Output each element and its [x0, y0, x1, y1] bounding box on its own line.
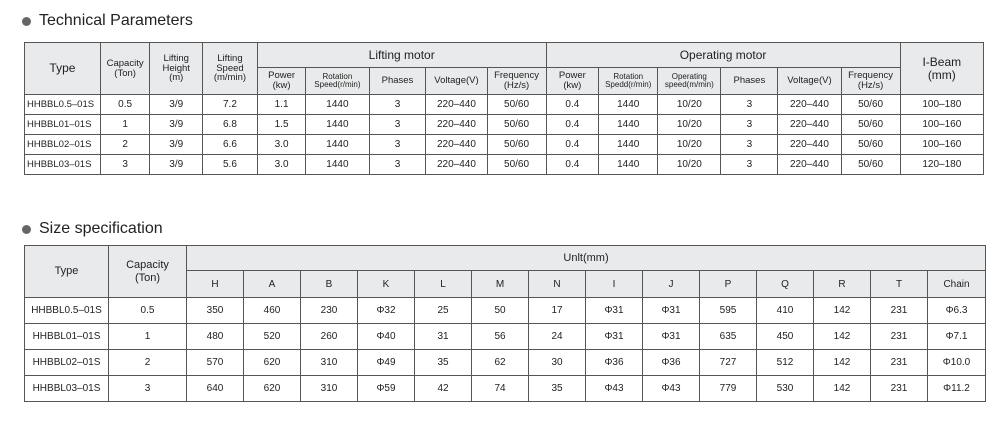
size-specification-heading — [22, 220, 163, 238]
header-lm-frequency: Frequency (Hz/s) — [487, 68, 546, 95]
table-cell: 6.6 — [203, 135, 258, 155]
table-cell: HHBBL02–01S — [25, 135, 101, 155]
table-cell: 350 — [187, 298, 244, 324]
header-dimension: L — [415, 271, 472, 298]
table-cell: 231 — [871, 350, 928, 376]
header-dimension: N — [529, 271, 586, 298]
table-cell: 74 — [472, 376, 529, 402]
table-cell: 220–440 — [778, 155, 841, 175]
table-cell: 1440 — [306, 135, 369, 155]
table-cell: Φ7.1 — [928, 324, 986, 350]
table-row — [25, 135, 984, 155]
section-title-text: Size specification — [39, 220, 163, 237]
table-cell: 1.1 — [257, 95, 305, 115]
table-cell: 220–440 — [778, 95, 841, 115]
table-cell: Φ36 — [643, 350, 700, 376]
table-cell: 3 — [721, 115, 778, 135]
table-cell: Φ31 — [586, 324, 643, 350]
section-title-text: Technical Parameters — [39, 12, 193, 29]
header-om-power: Power (kw) — [546, 68, 599, 95]
table-cell: 50/60 — [841, 155, 900, 175]
header-dimension: B — [301, 271, 358, 298]
table-row — [25, 115, 984, 135]
table-cell: 310 — [301, 376, 358, 402]
header-om-phases: Phases — [721, 68, 778, 95]
table-cell: 142 — [814, 324, 871, 350]
table-cell: 779 — [700, 376, 757, 402]
table-cell: 1 — [109, 324, 187, 350]
table-cell: 50/60 — [487, 155, 546, 175]
header-dimension: H — [187, 271, 244, 298]
table-cell: 100–180 — [900, 95, 983, 115]
table-cell: 727 — [700, 350, 757, 376]
table-cell: 50/60 — [487, 135, 546, 155]
table-cell: Φ31 — [643, 298, 700, 324]
table-cell: 1440 — [306, 115, 369, 135]
header-operating-motor: Operating motor — [546, 43, 900, 68]
header-lifting-height: Lifting Height (m) — [150, 43, 203, 95]
table-cell: Φ31 — [586, 298, 643, 324]
table-cell: 10/20 — [658, 95, 721, 115]
table-row — [25, 155, 984, 175]
header-dimension: A — [244, 271, 301, 298]
table-cell: 450 — [757, 324, 814, 350]
header-om-operating-speed: Operating speed(m/min) — [658, 68, 721, 95]
table-cell: 3/9 — [150, 115, 203, 135]
table-cell: 480 — [187, 324, 244, 350]
table-cell: 1440 — [599, 115, 658, 135]
table-cell: Φ43 — [586, 376, 643, 402]
table-cell: 3 — [369, 135, 426, 155]
header-lm-power: Power (kw) — [257, 68, 305, 95]
table-cell: 1440 — [306, 95, 369, 115]
table-cell: 100–160 — [900, 135, 983, 155]
table-cell: Φ36 — [586, 350, 643, 376]
table-cell: Φ49 — [358, 350, 415, 376]
table-cell: HHBBL03–01S — [25, 155, 101, 175]
table-cell: 142 — [814, 376, 871, 402]
header-dimension: I — [586, 271, 643, 298]
header-dimension: M — [472, 271, 529, 298]
table-cell: 0.5 — [109, 298, 187, 324]
table-row — [25, 350, 986, 376]
table-cell: Φ31 — [643, 324, 700, 350]
table-cell: 620 — [244, 350, 301, 376]
header-om-frequency: Frequency (Hz/s) — [841, 68, 900, 95]
header-type: Type — [25, 246, 109, 298]
table-cell: 512 — [757, 350, 814, 376]
header-type: Type — [25, 43, 101, 95]
table-cell: 231 — [871, 376, 928, 402]
table-cell: 530 — [757, 376, 814, 402]
table-cell: 1440 — [599, 95, 658, 115]
table-row — [25, 95, 984, 115]
header-om-rotation: Rotation Spedd(r/min) — [599, 68, 658, 95]
table-cell: 230 — [301, 298, 358, 324]
header-unit: Unlt(mm) — [187, 246, 986, 271]
table-cell: 220–440 — [778, 115, 841, 135]
table-cell: 3 — [369, 155, 426, 175]
table-cell: 1.5 — [257, 115, 305, 135]
table-cell: 7.2 — [203, 95, 258, 115]
table-cell: 220–440 — [426, 155, 487, 175]
table-cell: 1 — [100, 115, 150, 135]
table-cell: Φ11.2 — [928, 376, 986, 402]
technical-parameters-table — [24, 42, 984, 175]
table-cell: 120–180 — [900, 155, 983, 175]
table-cell: 3 — [369, 115, 426, 135]
table-cell: 3/9 — [150, 135, 203, 155]
technical-parameters-heading — [22, 12, 193, 30]
table-cell: 231 — [871, 298, 928, 324]
table-cell: 3 — [109, 376, 187, 402]
table-cell: 635 — [700, 324, 757, 350]
table-cell: 220–440 — [426, 115, 487, 135]
table-cell: 25 — [415, 298, 472, 324]
table-cell: Φ43 — [643, 376, 700, 402]
header-capacity: Capacity (Ton) — [100, 43, 150, 95]
header-lifting-motor: Lifting motor — [257, 43, 546, 68]
table-cell: 50/60 — [487, 115, 546, 135]
table-cell: 50 — [472, 298, 529, 324]
table-cell: HHBBL02–01S — [25, 350, 109, 376]
table-cell: 50/60 — [841, 115, 900, 135]
table-cell: 0.4 — [546, 155, 599, 175]
table-cell: Φ40 — [358, 324, 415, 350]
table-cell: 220–440 — [426, 95, 487, 115]
table-cell: 3 — [100, 155, 150, 175]
header-dimension: P — [700, 271, 757, 298]
table-cell: 570 — [187, 350, 244, 376]
table-cell: 1440 — [306, 155, 369, 175]
table-cell: 24 — [529, 324, 586, 350]
bullet-icon — [22, 225, 31, 234]
header-dimension: Chain — [928, 271, 986, 298]
table-cell: Φ32 — [358, 298, 415, 324]
table-cell: 2 — [100, 135, 150, 155]
size-specification-table — [24, 245, 986, 402]
table-cell: HHBBL0.5–01S — [25, 298, 109, 324]
header-lifting-speed: Lifting Speed (m/min) — [203, 43, 258, 95]
table-cell: 50/60 — [487, 95, 546, 115]
table-cell: 0.4 — [546, 115, 599, 135]
table-row — [25, 324, 986, 350]
table-cell: 56 — [472, 324, 529, 350]
table-cell: 595 — [700, 298, 757, 324]
table-row — [25, 298, 986, 324]
table-cell: 5.6 — [203, 155, 258, 175]
table-cell: 620 — [244, 376, 301, 402]
table-cell: 1440 — [599, 155, 658, 175]
table-cell: 460 — [244, 298, 301, 324]
table-cell: 231 — [871, 324, 928, 350]
table-cell: 220–440 — [426, 135, 487, 155]
table-cell: 10/20 — [658, 135, 721, 155]
table-cell: 260 — [301, 324, 358, 350]
table-cell: 31 — [415, 324, 472, 350]
table-cell: 10/20 — [658, 155, 721, 175]
table-row — [25, 376, 986, 402]
table-cell: 0.4 — [546, 95, 599, 115]
table-cell: 2 — [109, 350, 187, 376]
bullet-icon — [22, 17, 31, 26]
table-cell: 3 — [721, 155, 778, 175]
table-cell: 3/9 — [150, 95, 203, 115]
header-om-voltage: Voltage(V) — [778, 68, 841, 95]
header-capacity: Capacity (Ton) — [109, 246, 187, 298]
table-cell: 3 — [721, 95, 778, 115]
table-cell: HHBBL0.5–01S — [25, 95, 101, 115]
table-cell: 142 — [814, 298, 871, 324]
table-cell: 100–160 — [900, 115, 983, 135]
table-cell: Φ10.0 — [928, 350, 986, 376]
table-cell: 6.8 — [203, 115, 258, 135]
header-dimension: K — [358, 271, 415, 298]
table-cell: Φ6.3 — [928, 298, 986, 324]
table-cell: 17 — [529, 298, 586, 324]
table-cell: 62 — [472, 350, 529, 376]
table-cell: HHBBL01–01S — [25, 324, 109, 350]
header-lm-voltage: Voltage(V) — [426, 68, 487, 95]
table-cell: 50/60 — [841, 135, 900, 155]
header-dimension: T — [871, 271, 928, 298]
header-dimension: Q — [757, 271, 814, 298]
table-cell: 410 — [757, 298, 814, 324]
table-cell: 520 — [244, 324, 301, 350]
table-cell: 3 — [721, 135, 778, 155]
table-cell: 0.4 — [546, 135, 599, 155]
table-cell: 3.0 — [257, 155, 305, 175]
table-cell: Φ59 — [358, 376, 415, 402]
table-cell: 50/60 — [841, 95, 900, 115]
table-cell: 3/9 — [150, 155, 203, 175]
header-dimension: R — [814, 271, 871, 298]
table-cell: 1440 — [599, 135, 658, 155]
header-i-beam: I-Beam (mm) — [900, 43, 983, 95]
table-cell: HHBBL03–01S — [25, 376, 109, 402]
table-cell: 10/20 — [658, 115, 721, 135]
table-cell: 310 — [301, 350, 358, 376]
table-cell: HHBBL01–01S — [25, 115, 101, 135]
table-cell: 0.5 — [100, 95, 150, 115]
header-lm-phases: Phases — [369, 68, 426, 95]
table-cell: 3.0 — [257, 135, 305, 155]
table-cell: 30 — [529, 350, 586, 376]
table-cell: 142 — [814, 350, 871, 376]
header-dimension: J — [643, 271, 700, 298]
table-cell: 35 — [529, 376, 586, 402]
header-lm-rotation: Rotation Speed(r/min) — [306, 68, 369, 95]
table-cell: 640 — [187, 376, 244, 402]
table-cell: 220–440 — [778, 135, 841, 155]
table-cell: 42 — [415, 376, 472, 402]
table-cell: 35 — [415, 350, 472, 376]
table-cell: 3 — [369, 95, 426, 115]
